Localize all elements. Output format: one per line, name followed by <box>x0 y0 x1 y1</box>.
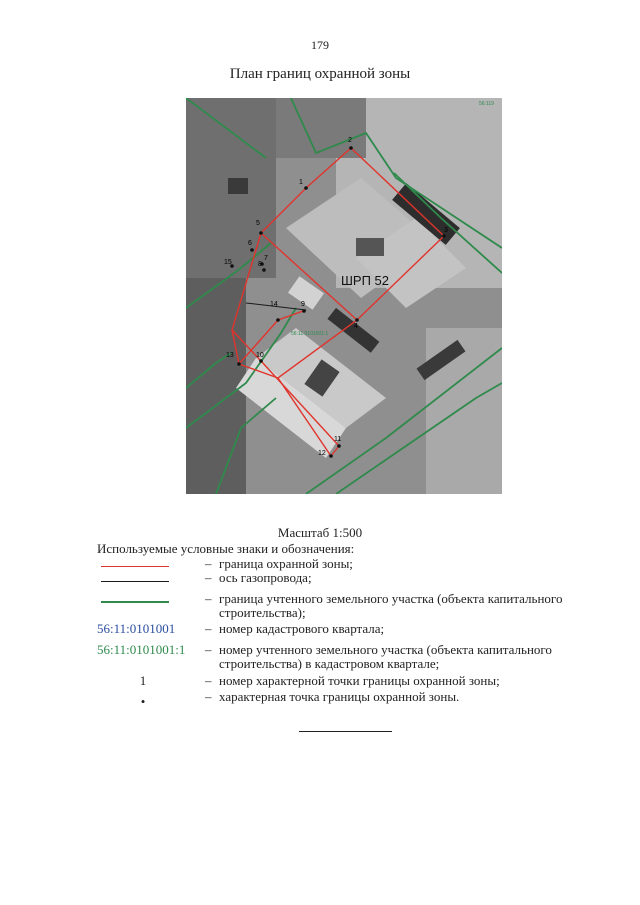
point-label: 11 <box>334 436 342 443</box>
legend-dash: – <box>205 642 212 657</box>
point-label: 4 <box>354 323 358 330</box>
black-line-symbol <box>101 581 169 582</box>
legend-dash: – <box>205 673 212 688</box>
object-label: ШРП 52 <box>341 273 390 288</box>
legend-text: номер учтенного земельного участка (объекта капитального строительства) в кадастровом квартале; <box>219 642 552 671</box>
parcel-label: 56:11:0101001:1 <box>291 331 329 337</box>
legend-dash: – <box>205 591 212 606</box>
red-line-symbol <box>101 566 169 567</box>
point-label: 7 <box>264 255 268 262</box>
legend-text: характерная точка границы охранной зоны. <box>219 689 460 704</box>
point-label: 13 <box>226 352 234 359</box>
point-label: 9 <box>301 301 305 308</box>
scale-text: Масштаб 1:500 <box>277 525 363 540</box>
point-label: 8 <box>258 261 262 268</box>
point-dot-symbol: • <box>140 694 146 709</box>
aerial-map <box>186 98 502 494</box>
page-title: План границ охранной зоны <box>229 66 411 82</box>
point-label: 2 <box>348 137 352 144</box>
legend-dash: – <box>205 689 212 704</box>
legend-text: ось газопровода; <box>219 570 312 585</box>
point-label: 12 <box>318 450 326 457</box>
legend-text: номер характерной точки границы охранной зоны; <box>219 673 500 688</box>
point-label: 10 <box>256 352 264 359</box>
legend-text: граница охранной зоны; <box>219 556 353 571</box>
legend-dash: – <box>205 556 212 571</box>
legend-text: номер кадастрового квартала; <box>219 621 385 636</box>
legend-dash: – <box>205 621 212 636</box>
legend-dash: – <box>205 570 212 585</box>
corner-label: 56:119 <box>479 101 494 107</box>
page-number: 179 <box>311 38 329 52</box>
bottom-rule <box>299 731 392 732</box>
point-label: 1 <box>299 179 303 186</box>
point-label: 3 <box>444 227 448 234</box>
legend-title: Используемые условные знаки и обозначения: <box>97 541 355 556</box>
point-number-symbol: 1 <box>139 673 147 688</box>
legend-text: граница учтенного земельного участка (объекта капитального строительства); <box>219 591 563 620</box>
point-label: 5 <box>256 220 260 227</box>
green-line-symbol <box>101 601 169 603</box>
point-label: 15 <box>224 259 232 266</box>
point-label: 6 <box>248 240 252 247</box>
point-label: 14 <box>270 301 278 308</box>
parcel-code: 56:11:0101001:1 <box>97 642 186 657</box>
quarter-code: 56:11:0101001 <box>97 621 176 636</box>
